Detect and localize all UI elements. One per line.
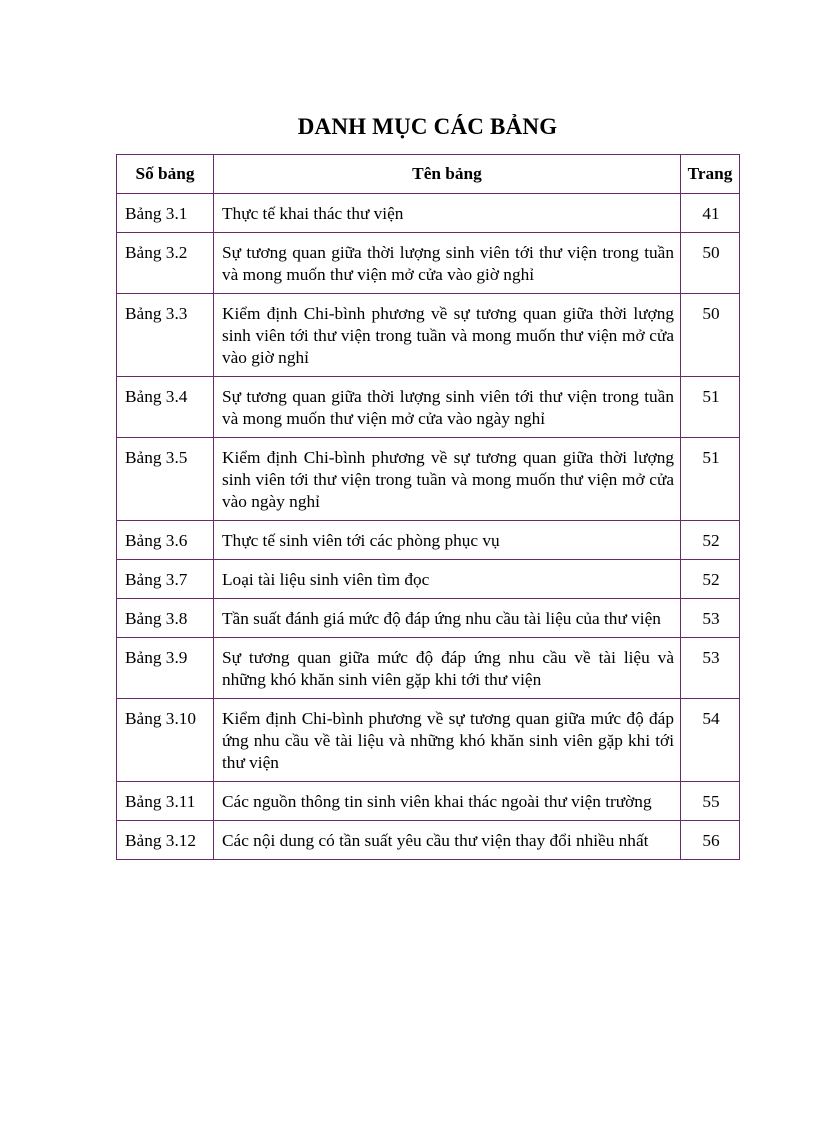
- table-row: [117, 782, 740, 821]
- row-name: Các nguồn thông tin sinh viên khai thác ngoài thư viện trường: [214, 782, 681, 821]
- table-row: [117, 699, 740, 782]
- header-page: Trang: [681, 155, 740, 194]
- table-row: [117, 233, 740, 294]
- row-name: Tần suất đánh giá mức độ đáp ứng nhu cầu tài liệu của thư viện: [214, 599, 681, 638]
- row-number: Bảng 3.12: [117, 821, 214, 860]
- table-row: [117, 438, 740, 521]
- table-row: [117, 638, 740, 699]
- row-page: 51: [681, 377, 740, 438]
- row-page: 50: [681, 294, 740, 377]
- row-number: Bảng 3.5: [117, 438, 214, 521]
- row-page: 52: [681, 560, 740, 599]
- row-name: Kiểm định Chi-bình phương về sự tương quan giữa thời lượng sinh viên tới thư viện trong tuần và mong muốn thư viện mở cửa vào giờ nghỉ: [214, 294, 681, 377]
- table-row: [117, 821, 740, 860]
- row-page: 56: [681, 821, 740, 860]
- row-number: Bảng 3.2: [117, 233, 214, 294]
- row-name: Thực tế khai thác thư viện: [214, 194, 681, 233]
- row-name: Kiểm định Chi-bình phương về sự tương quan giữa thời lượng sinh viên tới thư viện trong tuần và mong muốn thư viện mở cửa vào ngày nghỉ: [214, 438, 681, 521]
- row-number: Bảng 3.1: [117, 194, 214, 233]
- row-page: 50: [681, 233, 740, 294]
- row-name: Thực tế sinh viên tới các phòng phục vụ: [214, 521, 681, 560]
- table-row: [117, 521, 740, 560]
- row-number: Bảng 3.4: [117, 377, 214, 438]
- row-name: Sự tương quan giữa thời lượng sinh viên tới thư viện trong tuần và mong muốn thư viện mở cửa vào giờ nghỉ: [214, 233, 681, 294]
- table-row: [117, 377, 740, 438]
- row-page: 51: [681, 438, 740, 521]
- row-number: Bảng 3.3: [117, 294, 214, 377]
- row-name: Các nội dung có tần suất yêu cầu thư viện thay đổi nhiều nhất: [214, 821, 681, 860]
- table-of-tables: [116, 154, 740, 860]
- table-row: [117, 294, 740, 377]
- page-title: DANH MỤC CÁC BẢNG: [297, 114, 558, 139]
- row-number: Bảng 3.10: [117, 699, 214, 782]
- row-number: Bảng 3.8: [117, 599, 214, 638]
- row-name: Loại tài liệu sinh viên tìm đọc: [214, 560, 681, 599]
- row-name: Kiểm định Chi-bình phương về sự tương quan giữa mức độ đáp ứng nhu cầu về tài liệu và những khó khăn sinh viên gặp khi tới thư viện: [214, 699, 681, 782]
- row-name: Sự tương quan giữa thời lượng sinh viên tới thư viện trong tuần và mong muốn thư viện mở cửa vào ngày nghỉ: [214, 377, 681, 438]
- row-number: Bảng 3.9: [117, 638, 214, 699]
- row-page: 52: [681, 521, 740, 560]
- row-page: 53: [681, 638, 740, 699]
- row-page: 41: [681, 194, 740, 233]
- row-page: 55: [681, 782, 740, 821]
- header-table-number: Số bảng: [117, 155, 214, 194]
- header-row: [117, 155, 740, 194]
- table-row: [117, 599, 740, 638]
- row-page: 53: [681, 599, 740, 638]
- row-number: Bảng 3.7: [117, 560, 214, 599]
- row-number: Bảng 3.11: [117, 782, 214, 821]
- row-page: 54: [681, 699, 740, 782]
- table-row: [117, 194, 740, 233]
- row-name: Sự tương quan giữa mức độ đáp ứng nhu cầu về tài liệu và những khó khăn sinh viên gặp khi tới thư viện: [214, 638, 681, 699]
- table-row: [117, 560, 740, 599]
- header-table-name: Tên bảng: [214, 155, 681, 194]
- row-number: Bảng 3.6: [117, 521, 214, 560]
